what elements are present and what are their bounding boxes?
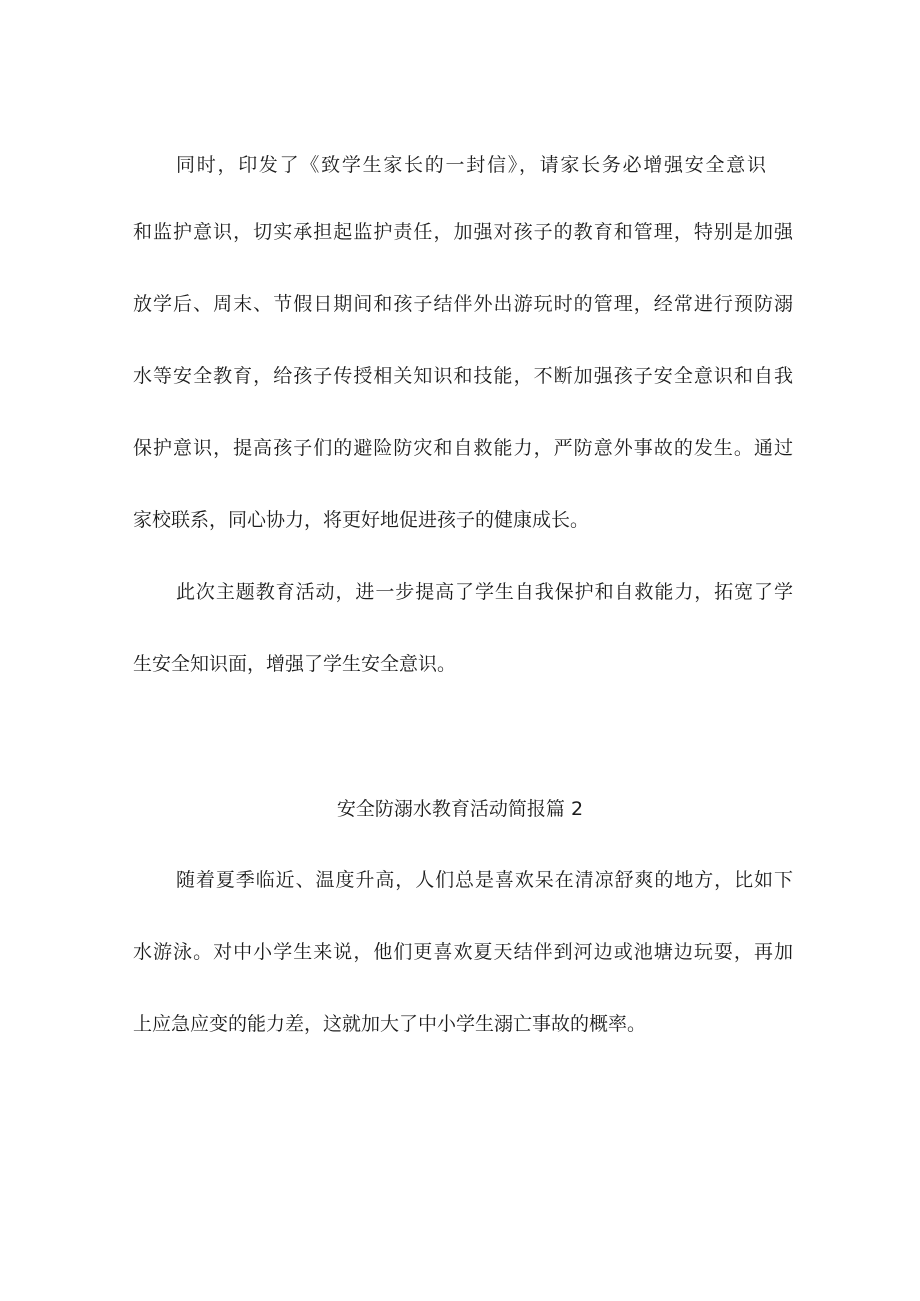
paragraph-2-line-2: 生安全知识面，增强了学生安全意识。 [133,653,457,675]
paragraph-1-line-2: 和监护意识，切实承担起监护责任，加强对孩子的教育和管理，特别是加强 [133,221,793,243]
paragraph-1-line-5: 保护意识，提高孩子们的避险防灾和自救能力，严防意外事故的发生。通过 [133,437,793,459]
paragraph-3-line-1: 随着夏季临近、温度升高，人们总是喜欢呆在清凉舒爽的地方，比如下 [176,869,793,891]
section-heading: 安全防溺水教育活动简报篇 2 [336,798,584,820]
paragraph-2-line-1: 此次主题教育活动，进一步提高了学生自我保护和自救能力，拓宽了学 [176,581,793,603]
paragraph-1-line-3: 放学后、周末、节假日期间和孩子结伴外出游玩时的管理，经常进行预防溺 [133,293,793,315]
paragraph-3-line-3: 上应急应变的能力差，这就加大了中小学生溺亡事故的概率。 [133,1013,647,1035]
paragraph-1-line-4: 水等安全教育，给孩子传授相关知识和技能，不断加强孩子安全意识和自我 [133,365,793,387]
paragraph-1-line-1: 同时，印发了《致学生家长的一封信》，请家长务必增强安全意识 [176,154,766,176]
paragraph-1-line-6: 家校联系，同心协力，将更好地促进孩子的健康成长。 [133,509,590,531]
paragraph-3-line-2: 水游泳。对中小学生来说，他们更喜欢夏天结伴到河边或池塘边玩耍，再加 [133,941,793,963]
